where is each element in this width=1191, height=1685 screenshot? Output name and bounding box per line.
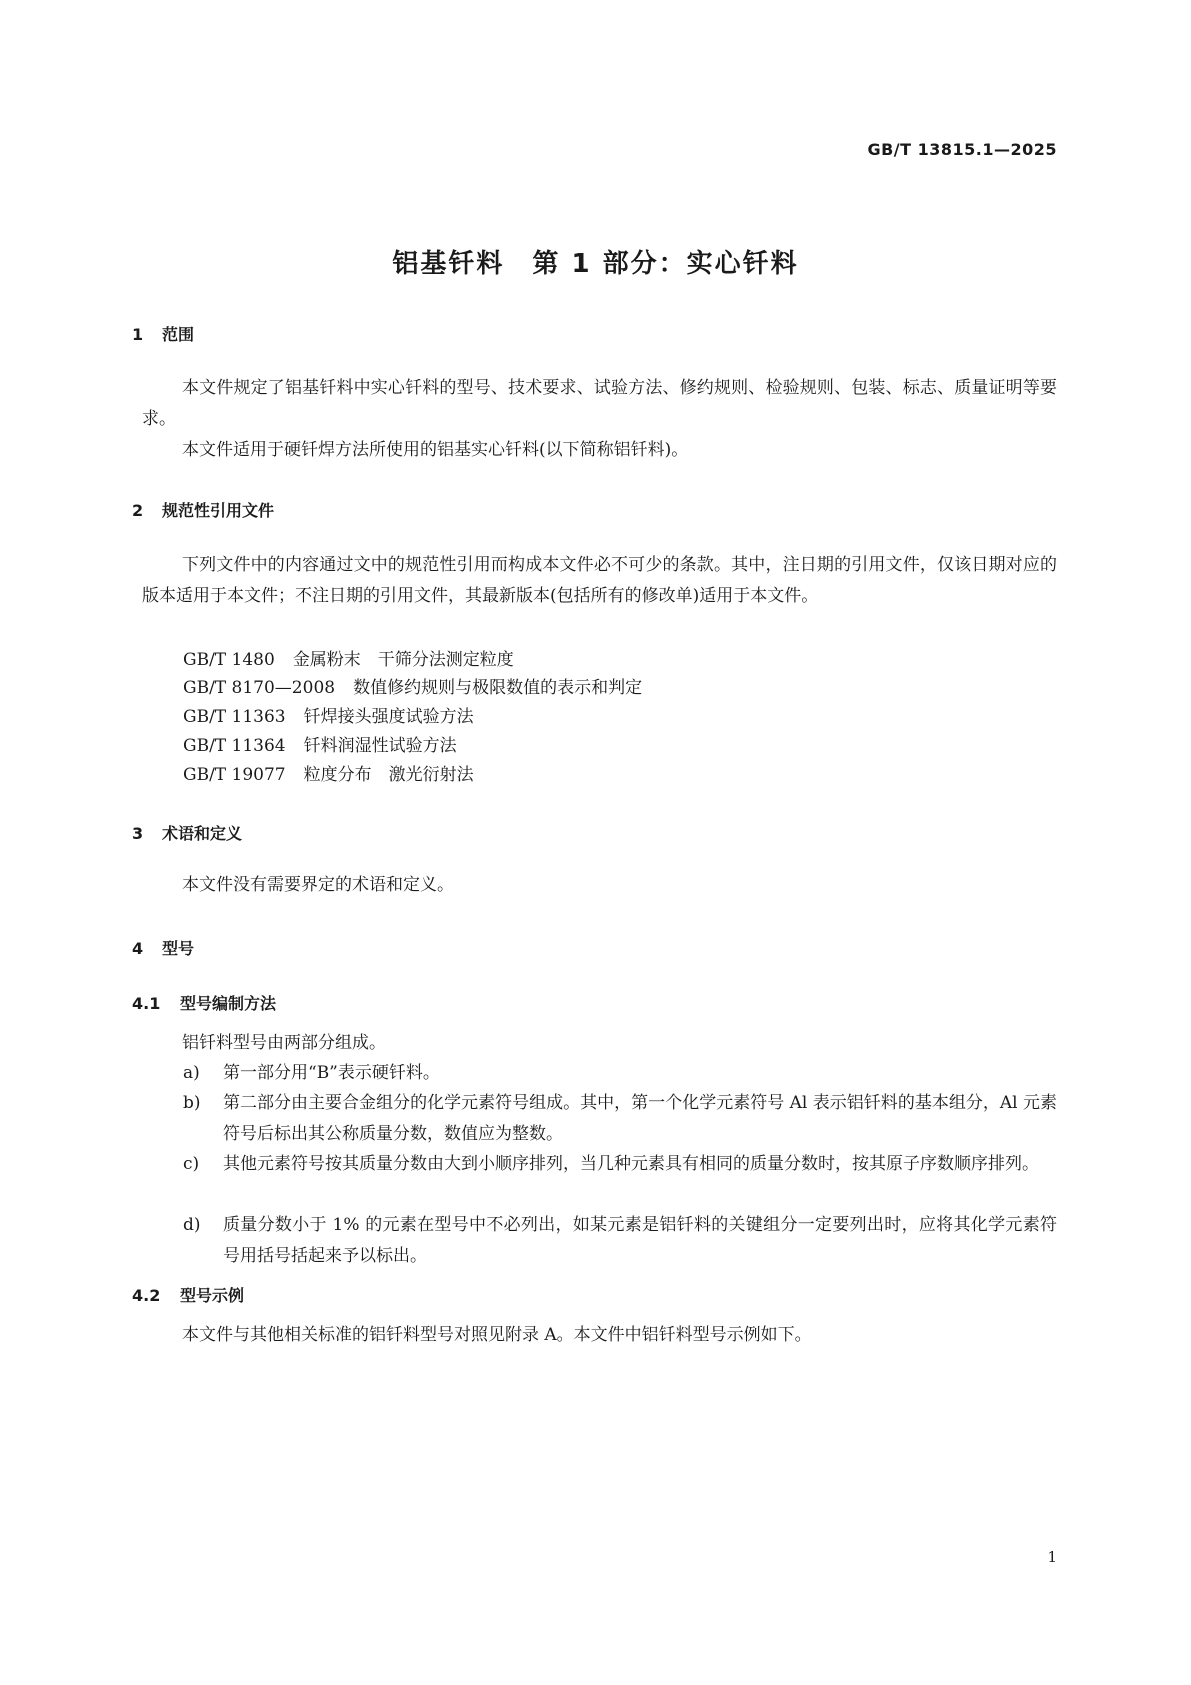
section-2-number: 2 [132, 501, 144, 520]
reference-title: 金属粉末 干筛分法测定粒度 [292, 650, 514, 670]
section-1-paragraph-2: 本文件适用于硬钎焊方法所使用的铝基实心钎料(以下简称铝钎料)。 [182, 440, 689, 460]
section-4-2-heading [132, 1283, 244, 1306]
section-4-title: 型号 [162, 939, 195, 958]
list-item [183, 1058, 1057, 1089]
section-1-paragraph-1: 本文件规定了铝基钎料中实心钎料的型号、技术要求、试验方法、修约规则、检验规则、包装、标志、质量证明等要求。 [142, 378, 1057, 429]
section-4-2-number: 4.2 [132, 1286, 161, 1305]
section-3-title: 术语和定义 [162, 824, 243, 843]
reference-code: GB/T 19077 [183, 765, 286, 785]
list-item-text: 第一部分用“B”表示硬钎料。 [223, 1063, 440, 1083]
section-4-1-number: 4.1 [132, 994, 161, 1013]
reference-code: GB/T 8170—2008 [183, 678, 336, 698]
section-3-paragraph-1: 本文件没有需要界定的术语和定义。 [182, 875, 454, 895]
section-4-1-intro: 铝钎料型号由两部分组成。 [182, 1033, 386, 1053]
document-title: 铝基钎料 第 1 部分：实心钎料 [392, 249, 799, 279]
reference-code: GB/T 11364 [183, 736, 286, 756]
section-4-heading [132, 936, 194, 959]
list-item-text: 第二部分由主要合金组分的化学元素符号组成。其中，第一个化学元素符号 Al 表示铝钎料的基本组分，Al 元素符号后标出其公称质量分数，数值应为整数。 [223, 1093, 1057, 1144]
section-4-1-title: 型号编制方法 [180, 994, 277, 1013]
reference-item [183, 702, 474, 727]
reference-item [183, 645, 514, 670]
list-item-marker: d) [183, 1215, 201, 1235]
section-2-heading [132, 498, 274, 521]
reference-title: 钎焊接头强度试验方法 [303, 707, 474, 727]
list-item [183, 1210, 1057, 1272]
section-3-number: 3 [132, 824, 144, 843]
standard-code: GB/T 13815.1—2025 [867, 140, 1057, 159]
section-2-title: 规范性引用文件 [162, 501, 275, 520]
page-number: 1 [1047, 1548, 1057, 1566]
list-item-marker: a) [183, 1063, 200, 1083]
reference-code: GB/T 11363 [183, 707, 286, 727]
reference-code: GB/T 1480 [183, 650, 275, 670]
list-item-marker: c) [183, 1154, 200, 1174]
section-4-number: 4 [132, 939, 144, 958]
list-item-text: 质量分数小于 1% 的元素在型号中不必列出，如某元素是铝钎料的关键组分一定要列出时，应将其化学元素符号用括号括起来予以标出。 [223, 1215, 1057, 1266]
section-3-heading [132, 821, 242, 844]
section-2-paragraph-1: 下列文件中的内容通过文中的规范性引用而构成本文件必不可少的条款。其中，注日期的引用文件，仅该日期对应的版本适用于本文件；不注日期的引用文件，其最新版本(包括所有的修改单)适用于本文件。 [142, 555, 1057, 606]
section-4-1-heading [132, 991, 276, 1014]
reference-title: 钎料润湿性试验方法 [303, 736, 457, 756]
reference-title: 数值修约规则与极限数值的表示和判定 [353, 678, 643, 698]
list-item-text: 其他元素符号按其质量分数由大到小顺序排列，当几种元素具有相同的质量分数时，按其原子序数顺序排列。 [223, 1154, 1039, 1174]
reference-item [183, 673, 642, 698]
list-item-marker: b) [183, 1093, 201, 1113]
list-item [183, 1149, 1057, 1180]
section-4-2-paragraph-1: 本文件与其他相关标准的铝钎料型号对照见附录 A。本文件中铝钎料型号示例如下。 [182, 1325, 812, 1345]
reference-title: 粒度分布 激光衍射法 [303, 765, 474, 785]
section-1-heading [132, 322, 194, 345]
list-item [183, 1088, 1057, 1150]
reference-item [183, 731, 457, 756]
section-4-2-title: 型号示例 [180, 1286, 245, 1305]
section-1-number: 1 [132, 325, 144, 344]
section-1-title: 范围 [162, 325, 195, 344]
reference-item [183, 760, 474, 785]
